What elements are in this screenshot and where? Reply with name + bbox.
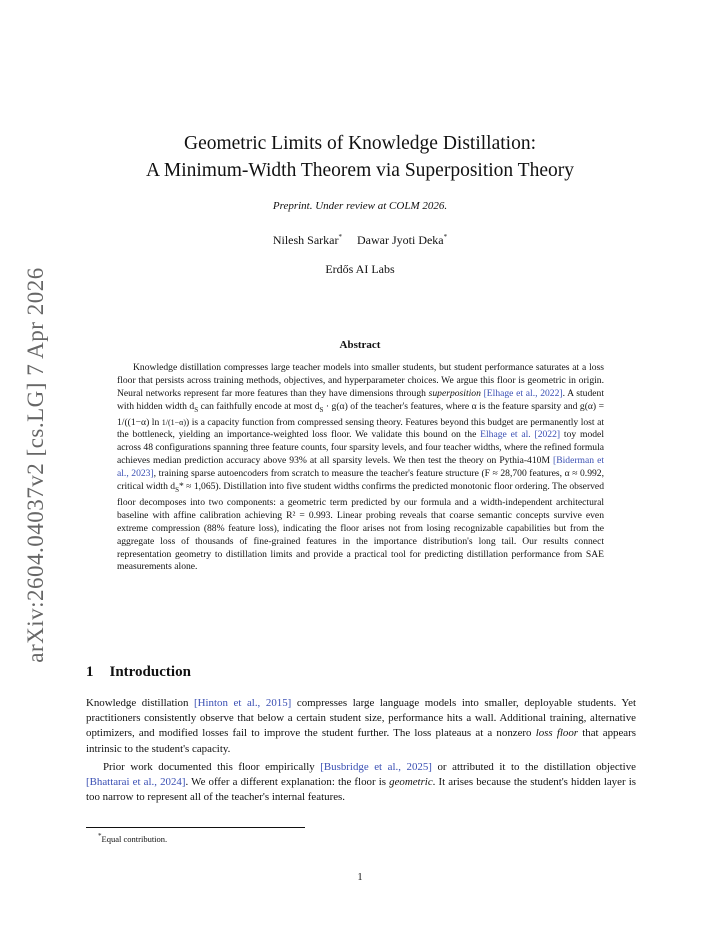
body-text: compresses large language models into smaller, deployable students. Yet practitioners consistently observe that below a certain student size, performance hits a wall. Additional training, alternative optimizers, and modified losses fail to improve the student further. The loss plateaus at a nonzero [86,697,636,740]
subscript: S [319,405,324,414]
preprint-note: Preprint. Under review at COLM 2026. [272,200,448,212]
subscript: S [175,485,179,494]
body-text: that appears intrinsic to the student's capacity. [86,727,636,755]
author-list [0,233,720,248]
abstract-body [117,362,604,574]
abstract-text: · g(α) of the teacher's features, where α is the feature sparsity and g(α) = 1/((1−α) ln [117,400,605,428]
abstract-text: Knowledge distillation compresses large teacher models into smaller students, but student performance saturates at a loss floor that persists across training methods, objectives, and hyperparameter choices. We argue this floor is geometric in origin. Neural networks represent far more features than they have dimensions through [117,362,604,399]
arxiv-side-stamp: arXiv:2604.04037v2 [cs.LG] 7 Apr 2026 [23,267,48,663]
paper-title [0,130,720,184]
intro-paragraph-1 [86,696,636,757]
footnote-mark: * [98,832,102,840]
body-text: or attributed it to the distillation objective [431,761,636,773]
abstract-text: toy model across 48 configurations spanning three feature counts, four sparsity levels, and four teacher widths, where the refined formula achieves median prediction accuracy above 93% at all sparsity levels. We then test the theory on Pythia-410M [117,429,604,467]
body-text: Knowledge distillation [86,697,195,709]
body-text: . We offer a different explanation: the floor is [185,776,390,789]
section-heading [86,664,191,681]
abstract-emphasis: superposition [428,387,481,399]
abstract-text: . A student with hidden width d [117,387,604,412]
footnote-text: Equal contribution. [101,833,168,844]
author-mark: * [443,233,448,241]
abstract-text: ) is a capacity function from compressed sensing theory. Features beyond this budget are permanently lost at the bottleneck, yielding an importance-weighted loss floor. We validate this bound on the [117,416,604,441]
page-number: 1 [357,872,363,883]
abstract-heading: Abstract [339,339,381,351]
fraction: 1/(1−α) [161,417,187,427]
intro-paragraph-2 [86,760,636,806]
body-emphasis: loss floor [535,727,579,740]
citation-link[interactable]: [Busbridge et al., 2025] [320,761,432,773]
section-title: Introduction [109,664,191,680]
body-text: . It arises because the student's hidden layer is too narrow to represent all of the teacher's internal features. [86,776,636,804]
title-line-2: A Minimum-Width Theorem via Superposition Theory [146,160,574,181]
body-emphasis: geometric [389,776,433,789]
section-number: 1 [86,664,94,680]
body-text: Prior work documented this floor empirically [103,761,321,773]
footnote-rule [86,827,305,828]
abstract-text: * ≈ 1,065). Distillation into five student widths confirms the predicted monotonic floor ordering. The observed floor decomposes into two components: a geometric term predicted by our formula and a width-independent architectural baseline with affine calibration achieving R² = 0.993. Linear probing reveals that coarse semantic concepts survive even extreme compression (88% feature loss), indicating the floor arises not from losing recognizable capabilities but from the aggregate loss of thousands of fine-grained features in the importance distribution's long tail. Our results connect representation geometry to distillation limits and provide a practical tool for predicting distillation performance from SAE measurements alone. [117,481,604,573]
citation-link[interactable]: [Bhattarai et al., 2024] [86,776,186,789]
abstract-text: can faithfully encode at most d [198,400,320,412]
author-name: Dawar Jyoti Deka [357,233,444,247]
author-name: Nilesh Sarkar [272,233,339,247]
footnote [98,832,167,844]
subscript: S [194,405,199,414]
author-mark: * [338,233,342,241]
citation-link[interactable]: [Elhage et al., 2022] [483,387,563,399]
affiliation: Erdős AI Labs [325,262,395,276]
citation-link[interactable]: [Hinton et al., 2015] [194,697,292,709]
citation-link[interactable]: Elhage et al. [2022] [480,429,561,441]
abstract-text: , training sparse autoencoders from scratch to measure the teacher's feature structure (F ≈ 28,700 features, α ≈ 0.992, critical width d [117,468,604,493]
citation-link[interactable]: [Biderman et al., 2023] [117,455,604,480]
title-line-1: Geometric Limits of Knowledge Distillation: [183,133,537,154]
